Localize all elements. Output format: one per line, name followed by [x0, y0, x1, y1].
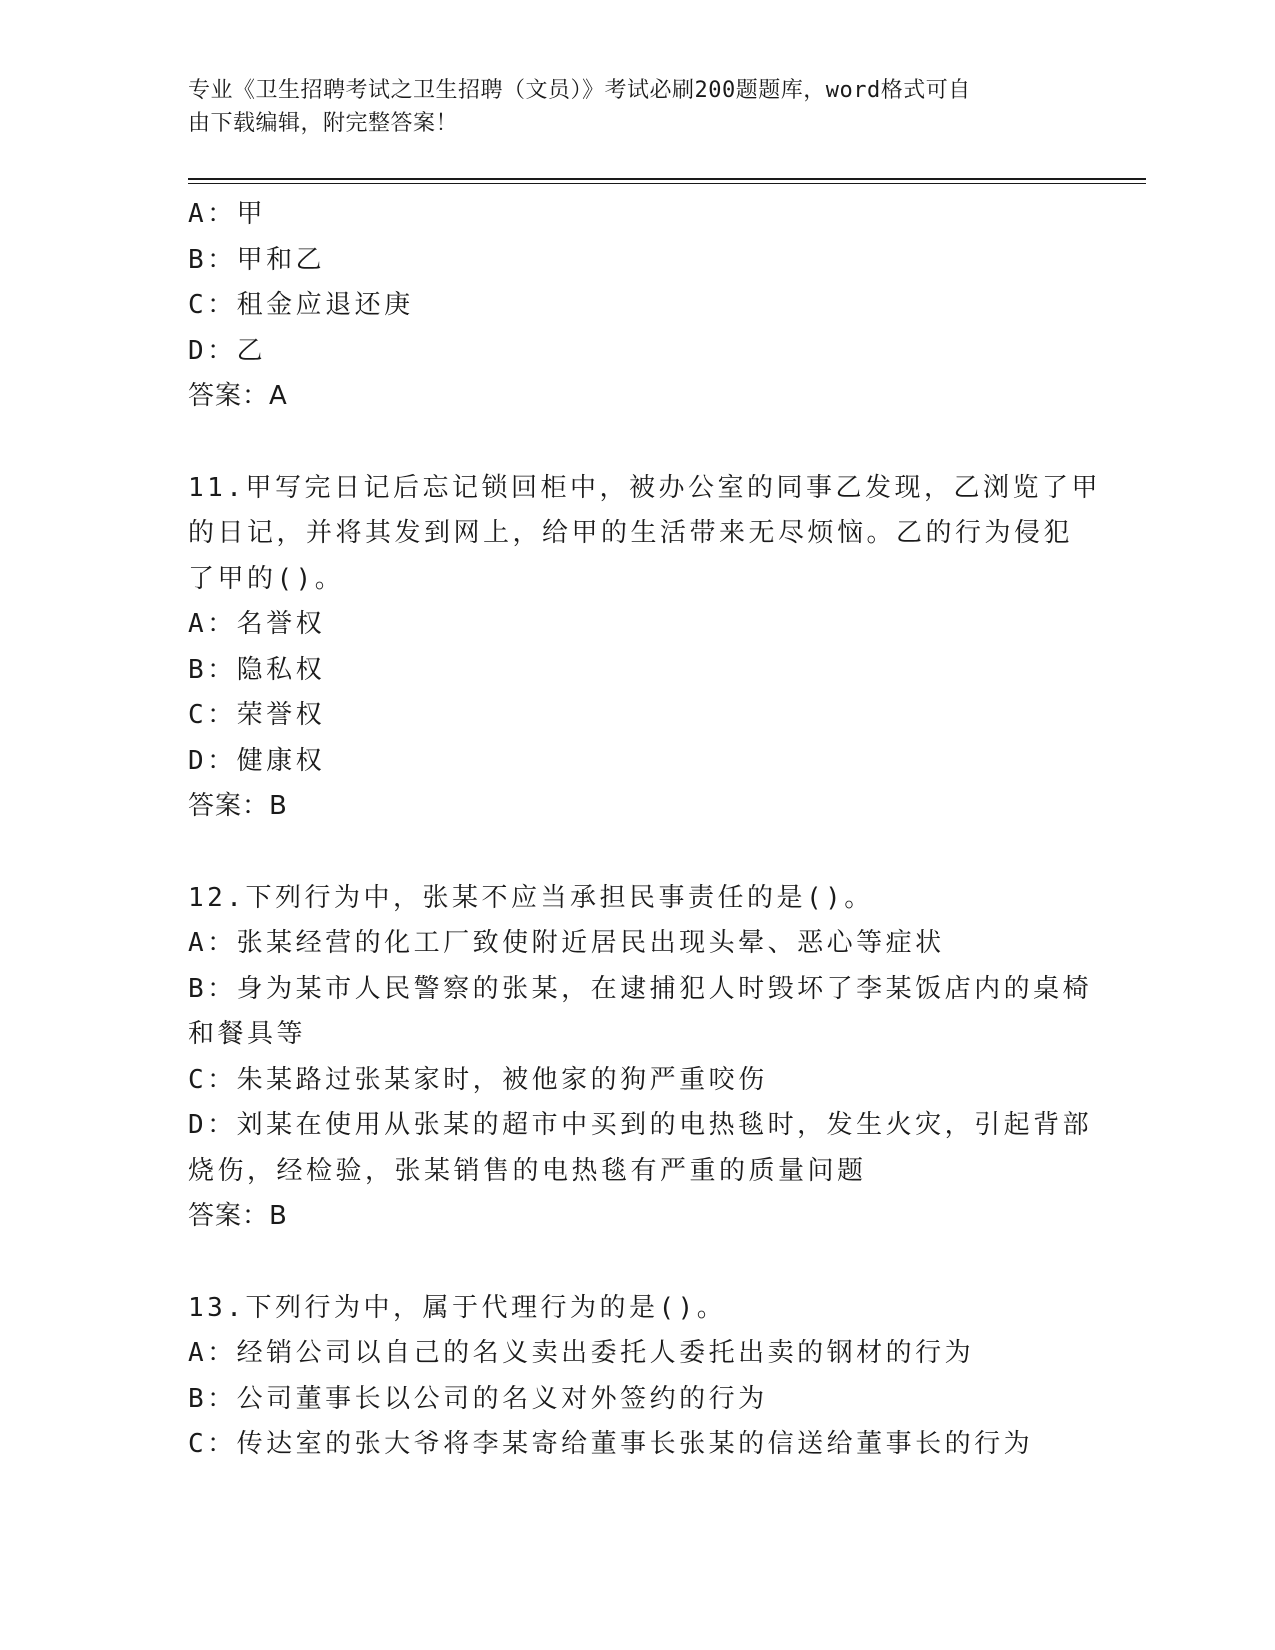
- spacer: [188, 1240, 1088, 1286]
- question-text-line: 11.甲写完日记后忘记锁回柜中，被办公室的同事乙发现，乙浏览了甲: [188, 472, 1101, 503]
- header-line-1: 专业《卫生招聘考试之卫生招聘（文员）》考试必刷200题题库，word格式可自: [188, 78, 971, 103]
- question-text-line: 的日记，并将其发到网上，给甲的生活带来无尽烦恼。乙的行为侵犯: [188, 518, 1074, 548]
- option-b: B：身为某市人民警察的张某，在逮捕犯人时毁坏了李某饭店内的桌椅: [188, 973, 1093, 1004]
- answer-line: 答案：B: [188, 791, 288, 821]
- document-page: [188, 0, 1148, 1650]
- question-10-block: [188, 192, 1088, 420]
- option-a: A：名誉权: [188, 609, 326, 639]
- option-a: A：甲: [188, 199, 267, 229]
- document-header: [188, 74, 1088, 140]
- option-c: C：朱某路过张某家时，被他家的狗严重咬伤: [188, 1064, 768, 1095]
- header-rule-thick: [188, 178, 1146, 180]
- option-a: A：经销公司以自己的名义卖出委托人委托出卖的钢材的行为: [188, 1338, 975, 1368]
- question-text-line: 13.下列行为中，属于代理行为的是()。: [188, 1292, 727, 1323]
- question-11-block: [188, 466, 1101, 830]
- option-d: D：健康权: [188, 745, 326, 776]
- header-rule-thin: [188, 183, 1146, 184]
- option-d: D：乙: [188, 335, 267, 366]
- option-b-continued: 和餐具等: [188, 1019, 307, 1049]
- option-c: C：荣誉权: [188, 700, 326, 730]
- option-b: B：甲和乙: [188, 244, 326, 275]
- spacer: [188, 830, 1088, 876]
- option-d: D：刘某在使用从张某的超市中买到的电热毯时，发生火灾，引起背部: [188, 1110, 1093, 1140]
- option-b: B：公司董事长以公司的名义对外签约的行为: [188, 1383, 768, 1414]
- question-12-block: [188, 876, 1093, 1240]
- option-a: A：张某经营的化工厂致使附近居民出现头晕、恶心等症状: [188, 928, 945, 958]
- question-13-block: [188, 1286, 1088, 1468]
- question-text-line: 12.下列行为中，张某不应当承担民事责任的是()。: [188, 882, 874, 913]
- option-d-continued: 烧伤，经检验，张某销售的电热毯有严重的质量问题: [188, 1155, 867, 1186]
- answer-line: 答案：A: [188, 381, 288, 411]
- answer-line: 答案：B: [188, 1201, 288, 1231]
- option-b: B：隐私权: [188, 654, 326, 685]
- option-c: C：租金应退还庚: [188, 290, 414, 320]
- option-c: C：传达室的张大爷将李某寄给董事长张某的信送给董事长的行为: [188, 1429, 1034, 1459]
- question-text-line: 了甲的()。: [188, 563, 345, 594]
- question-content: [188, 192, 1101, 1468]
- spacer: [188, 420, 1088, 466]
- header-line-2: 由下载编辑，附完整答案！: [188, 111, 459, 136]
